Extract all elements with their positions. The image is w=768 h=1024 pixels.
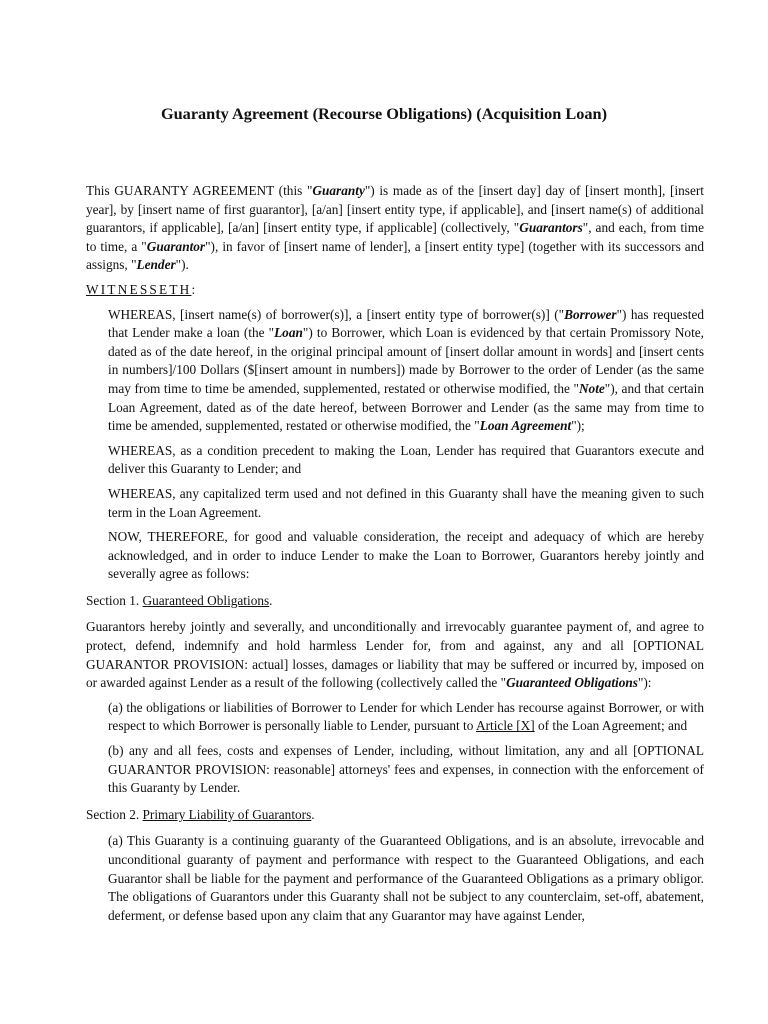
whereas-text: "), and that certain Loan Agreement, dated as of the date hereof, between Borrower and Lender (as the same may from time to time be amended, supplemented, restated or otherwise modified, the "	[108, 380, 704, 434]
intro-paragraph	[86, 182, 704, 275]
defined-term-guarantors: Guarantors	[519, 220, 583, 236]
intro-text: ") is made as of the [insert day] day of [insert month], [insert year], by [insert name of first guarantor], [a/an] [insert entity type, if applicable], and [insert name(s) of additional guarantors, if applicable], [a/an] [insert entity type, if applicable] (collectively, "	[86, 183, 704, 236]
clause-a-text: of the Loan Agreement; and	[534, 718, 688, 734]
section-1-heading	[86, 592, 704, 611]
whereas-text: ");	[571, 418, 585, 434]
clause-a-text: (a) the obligations or liabilities of Borrower to Lender for which Lender has recourse against Borrower, or with respect to which Borrower is personally liable to Lender, pursuant to	[108, 699, 704, 734]
section-2-period: .	[311, 806, 315, 822]
article-reference: Article [X]	[476, 718, 535, 734]
defined-term-guarantor: Guarantor	[146, 238, 206, 254]
defined-term-guaranty: Guaranty	[312, 183, 365, 198]
whereas-text: ") has requested that Lender make a loan (the "	[108, 306, 704, 341]
section-2-label: Section 2.	[86, 806, 143, 822]
whereas-condition-paragraph: WHEREAS, as a condition precedent to making the Loan, Lender has required that Guarantors execute and deliver this Guaranty to Lender; and	[108, 442, 704, 477]
document-body	[86, 182, 704, 925]
section-1-clause-b: (b) any and all fees, costs and expenses of Lender, including, without limitation, any and all [OPTIONAL GUARANTOR PROVISION: reasonable] attorneys' fees and expenses, in connection with the enforcement of this Guaranty by Lender.	[108, 743, 704, 796]
section-1-label: Section 1.	[86, 592, 143, 608]
witnesseth-label: WITNESSETH	[86, 281, 192, 297]
intro-text: "), in favor of [insert name of lender], a [insert entity type] (together with its successors and assigns, "	[86, 238, 705, 273]
now-therefore-paragraph: NOW, THEREFORE, for good and valuable consideration, the receipt and adequacy of which are hereby acknowledged, and in order to induce Lender to make the Loan to Borrower, Guarantors hereby jointly and severally agree as follows:	[108, 529, 704, 582]
section-2-title: Primary Liability of Guarantors	[142, 806, 312, 822]
defined-term-borrower: Borrower	[564, 306, 617, 322]
whereas-text: ") to Borrower, which Loan is evidenced by that certain Promissory Note, dated as of the date hereof, in the original principal amount of [insert dollar amount in words] and [insert cents in numbers]/100 Dollars ($[insert amount in numbers]) made by Borrower to the order of Lender (as the same may from time to time be amended, supplemented, restated or otherwise modified, the "	[108, 325, 704, 396]
intro-text: This GUARANTY AGREEMENT (this "	[86, 183, 313, 198]
document-title: Guaranty Agreement (Recourse Obligations) (Acquisition Loan)	[160, 104, 608, 123]
defined-term-lender: Lender	[136, 257, 176, 273]
section-1-text: "):	[637, 675, 652, 691]
section-1-paragraph	[86, 618, 704, 692]
whereas-definitions-paragraph: WHEREAS, any capitalized term used and not defined in this Guaranty shall have the meaning given to such term in the Loan Agreement.	[108, 485, 704, 520]
defined-term-guaranteed-obligations: Guaranteed Obligations	[506, 675, 638, 691]
section-1-clause-a	[108, 699, 704, 736]
intro-text: ").	[175, 257, 189, 273]
section-1-title: Guaranteed Obligations	[142, 592, 270, 608]
whereas-text: WHEREAS, [insert name(s) of borrower(s)], a [insert entity type of borrower(s)] ("	[108, 306, 565, 322]
whereas-borrower-paragraph	[108, 306, 704, 436]
witnesseth-heading	[86, 281, 704, 300]
defined-term-loan: Loan	[274, 325, 303, 341]
section-2-clause-a: (a) This Guaranty is a continuing guaranty of the Guaranteed Obligations, and is an absolute, irrevocable and unconditional guaranty of payment and performance with respect to the Guaranteed Obligations, and each Guarantor shall be liable for the payment and performance of the Guaranteed Obligations as a primary obligor. The obligations of Guarantors under this Guaranty shall not be subject to any counterclaim, set-off, abatement, deferment, or defense based upon any claim that any Guarantor may have against Lender,	[108, 833, 704, 923]
section-2-heading	[86, 806, 704, 825]
witnesseth-colon: :	[191, 281, 198, 297]
defined-term-loan-agreement: Loan Agreement	[479, 418, 572, 434]
section-1-period: .	[269, 592, 273, 608]
defined-term-note: Note	[578, 380, 605, 396]
section-1-text: Guarantors hereby jointly and severally, and unconditionally and irrevocably guarantee payment of, and agree to protect, defend, indemnify and hold harmless Lender for, from and against, any and all [OPTIONAL GUARANTOR PROVISION: actual] losses, damages or liability that may be suffered or incurred by, imposed on or awarded against Lender as a result of the following (collectively called the "	[86, 619, 704, 691]
intro-text: ", and each, from time to time, a "	[86, 220, 704, 254]
